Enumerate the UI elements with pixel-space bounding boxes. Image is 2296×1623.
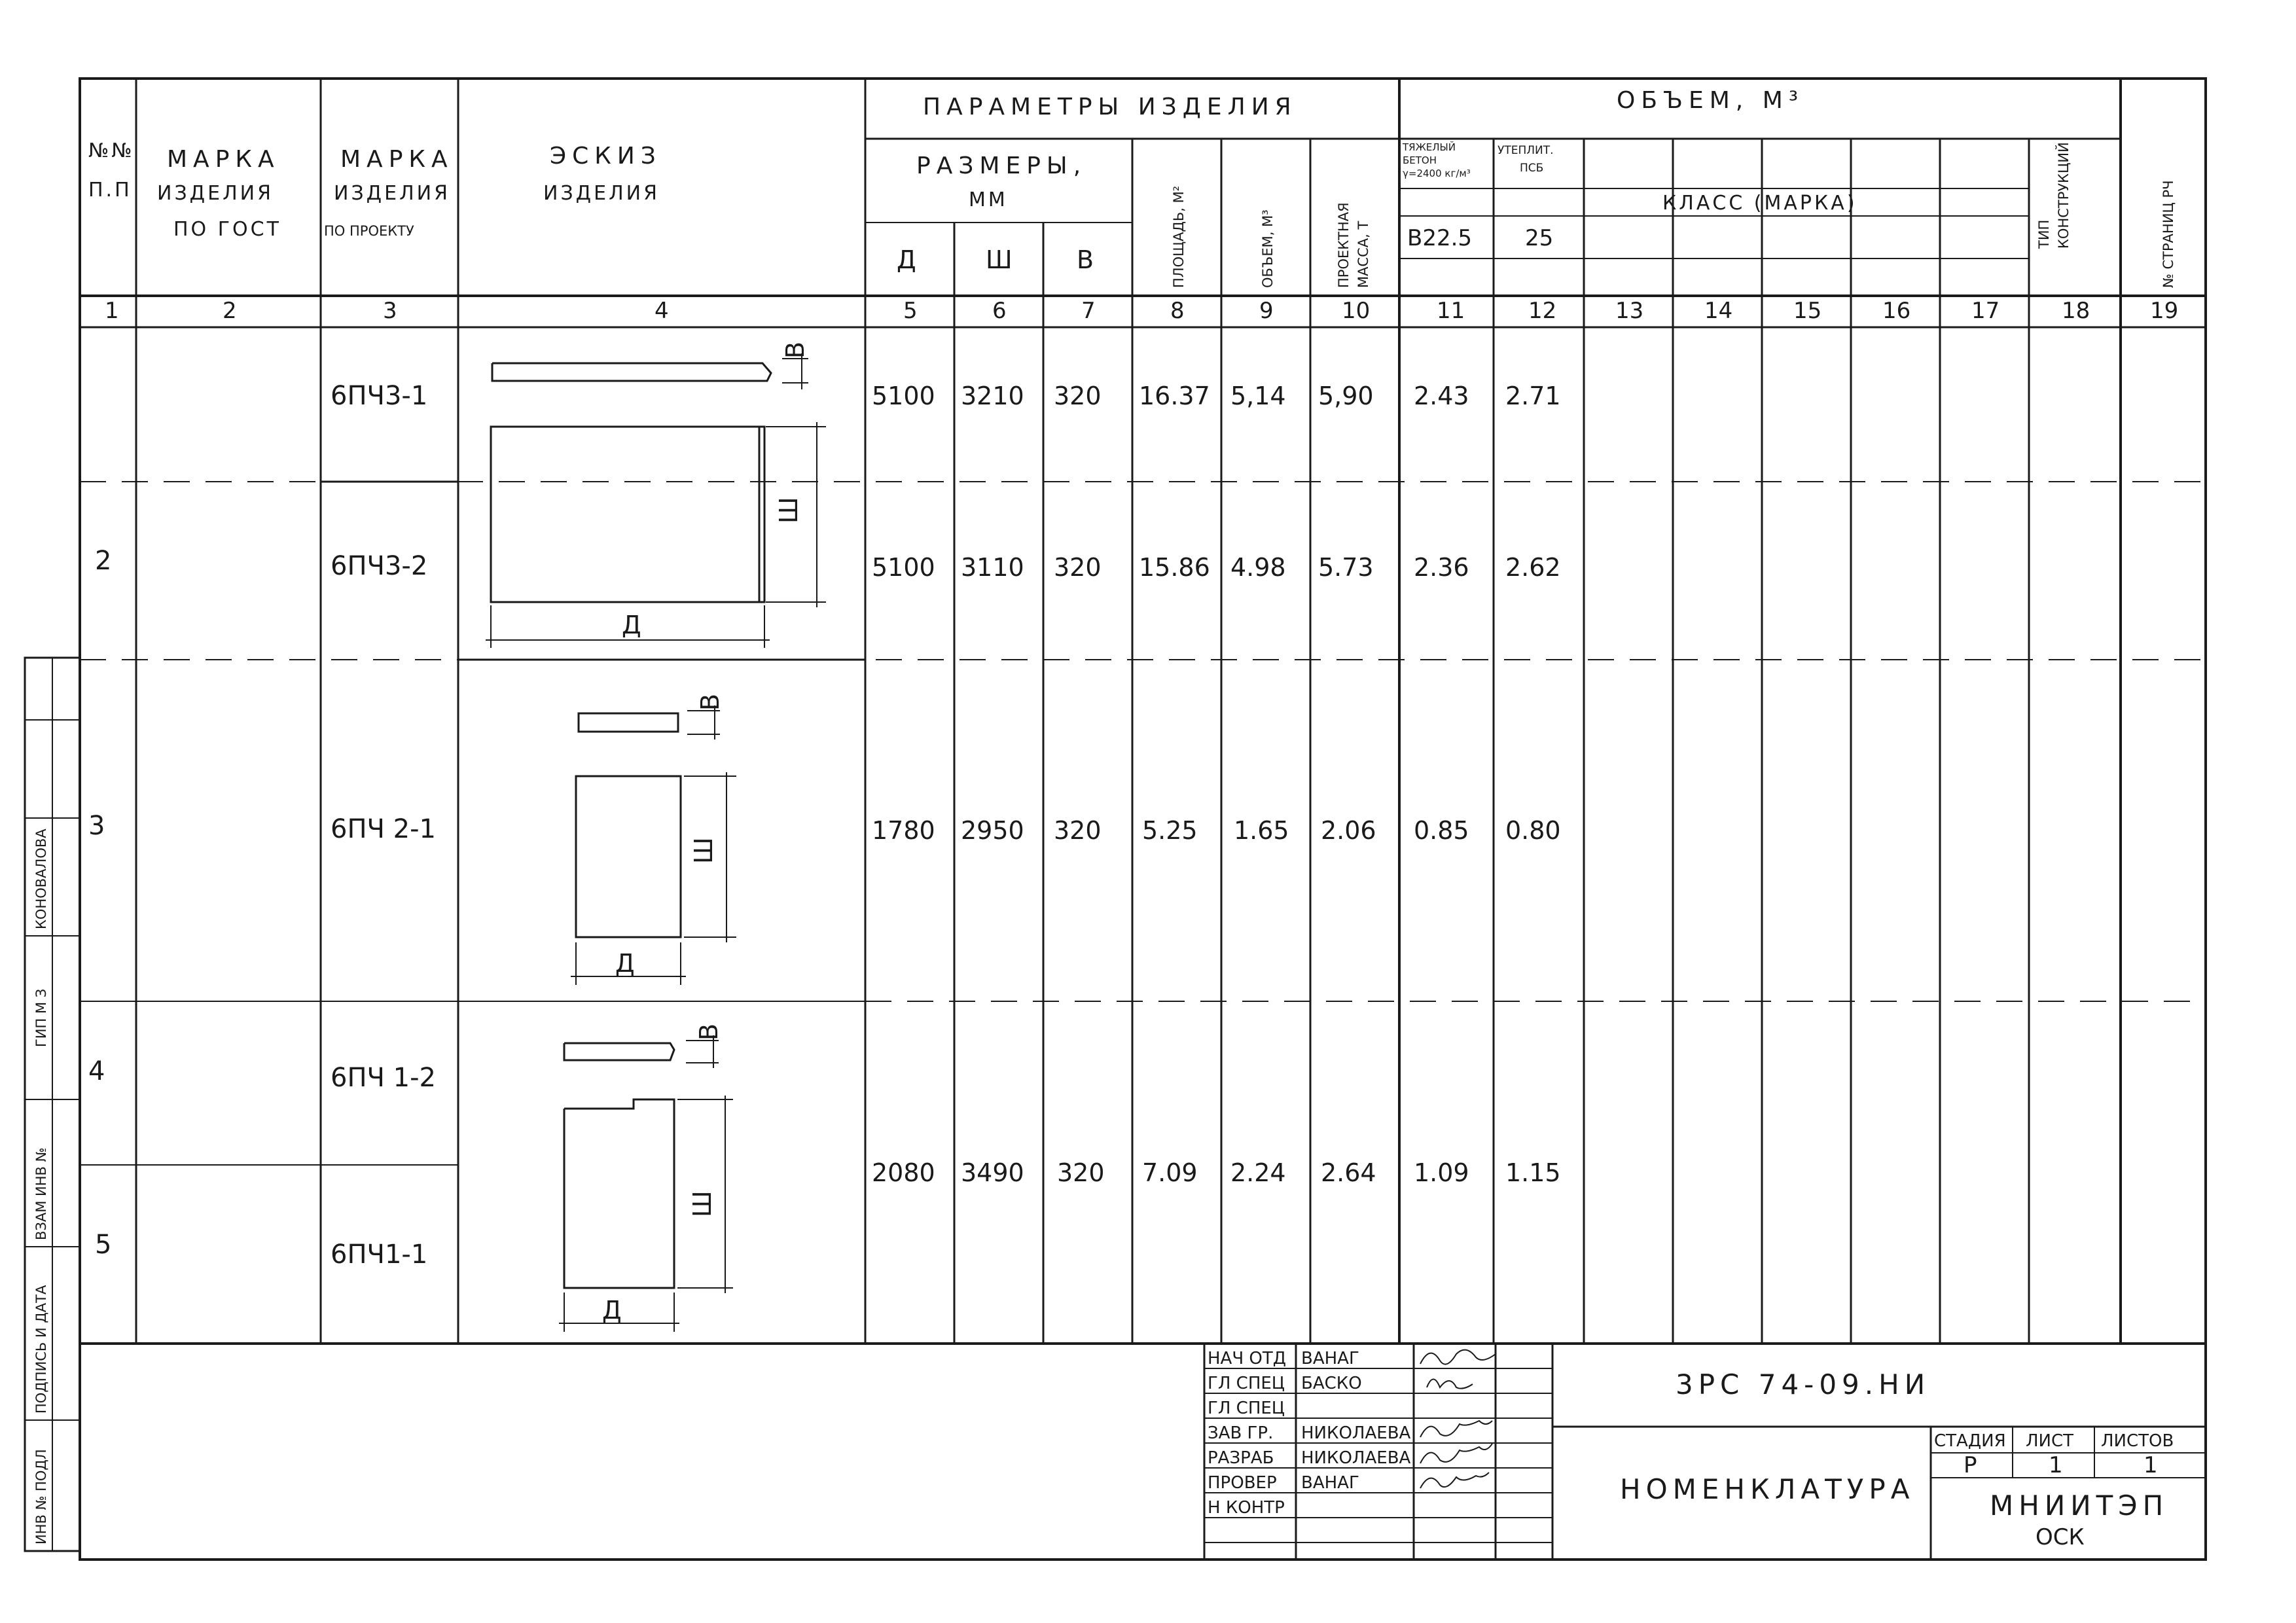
svg-text:СТАДИЯ: СТАДИЯ [1934,1431,2006,1451]
title-block [80,1344,2206,1560]
svg-text:1.15: 1.15 [1505,1158,1561,1187]
svg-text:5,90: 5,90 [1318,382,1374,410]
svg-text:5.73: 5.73 [1318,553,1374,582]
col-number: 19 [2150,298,2179,324]
col-number: 14 [1704,298,1733,324]
svg-text:В: В [696,693,725,711]
col-number: 1 [105,298,119,324]
svg-text:ЗАВ ГР.: ЗАВ ГР. [1208,1423,1274,1443]
table-row [95,546,1561,582]
pages-header: № СТРАНИЦ РЧ [2161,180,2176,288]
svg-text:Д: Д [615,949,635,978]
svg-text:1: 1 [2049,1452,2063,1478]
svg-text:РАЗРАБ: РАЗРАБ [1208,1448,1274,1468]
svg-text:5.25: 5.25 [1142,816,1198,845]
row-number: 5 [95,1230,112,1260]
table-row [331,381,1561,411]
header-volume: ОБЪЕМ, М³ [1260,209,1276,288]
svg-text:3110: 3110 [961,553,1024,582]
svg-text:7.09: 7.09 [1142,1158,1198,1187]
svg-text:НАЧ ОТД: НАЧ ОТД [1208,1349,1287,1368]
svg-text:ГИП М З: ГИП М З [33,988,49,1047]
svg-text:Р: Р [1964,1452,1977,1478]
sketch-panel-medium [571,694,736,985]
table-grid [80,79,2206,1344]
svg-text:ТИП: ТИП [2036,219,2052,249]
column-numbers [105,298,2178,324]
header-area: ПЛОЩАДЬ, М² [1171,185,1187,288]
class-b-value: В22.5 [1407,225,1473,251]
svg-text:ГЛ СПЕЦ: ГЛ СПЕЦ [1208,1374,1285,1393]
org-sub: ОСК [2036,1524,2085,1550]
mark-cell: 6ПЧ 2-1 [331,814,436,844]
svg-text:КОНСТРУКЦИЙ: КОНСТРУКЦИЙ [2056,142,2072,249]
svg-text:П.П: П.П [88,179,132,202]
doc-title: НОМЕНКЛАТУРА [1620,1473,1915,1505]
class-mark-header: КЛАСС (МАРКА) [1662,192,1857,215]
header-sh: Ш [986,245,1013,274]
svg-text:ИЗДЕЛИЯ: ИЗДЕЛИЯ [157,182,274,205]
svg-text:320: 320 [1054,382,1102,410]
svg-text:2.36: 2.36 [1414,553,1469,582]
col-number: 12 [1528,298,1557,324]
svg-text:ЛИСТОВ: ЛИСТОВ [2101,1431,2174,1451]
svg-text:В: В [781,341,810,359]
svg-text:0.85: 0.85 [1414,816,1469,845]
svg-text:В: В [694,1023,723,1041]
table-row-shared [872,1158,1561,1187]
svg-text:БАСКО: БАСКО [1301,1374,1362,1393]
svg-text:ЭСКИЗ: ЭСКИЗ [550,143,662,169]
svg-text:ГЛ СПЕЦ: ГЛ СПЕЦ [1208,1399,1285,1418]
svg-text:ПРОЕКТНАЯ: ПРОЕКТНАЯ [1336,202,1352,288]
svg-text:320: 320 [1054,816,1102,845]
svg-text:2.06: 2.06 [1321,816,1376,845]
col-number: 8 [1170,298,1185,324]
sketch-panel-large [486,342,826,648]
svg-text:ПСБ: ПСБ [1520,162,1544,175]
svg-text:Ш: Ш [774,497,803,524]
mark-cell: 6ПЧ3-2 [331,551,428,581]
svg-text:16.37: 16.37 [1139,382,1210,410]
svg-text:2.62: 2.62 [1505,553,1561,582]
svg-text:ВАНАГ: ВАНАГ [1301,1349,1359,1368]
svg-text:Д: Д [602,1296,622,1325]
svg-text:Ш: Ш [688,1190,717,1217]
svg-text:Д: Д [622,611,641,639]
svg-text:ПО ПРОЕКТУ: ПО ПРОЕКТУ [324,223,414,239]
col-number: 4 [655,298,669,324]
svg-text:5100: 5100 [872,553,935,582]
svg-text:1.65: 1.65 [1234,816,1289,845]
col-number: 16 [1882,298,1911,324]
svg-text:Н КОНТР: Н КОНТР [1208,1498,1285,1518]
svg-text:ИНВ № ПОДЛ: ИНВ № ПОДЛ [33,1449,49,1544]
col-number: 15 [1793,298,1822,324]
svg-text:1: 1 [2144,1452,2158,1478]
svg-text:320: 320 [1054,553,1102,582]
col-number: 13 [1615,298,1644,324]
class-25-value: 25 [1525,225,1554,251]
col-number: 9 [1259,298,1274,324]
svg-text:3490: 3490 [961,1158,1024,1187]
svg-text:0.80: 0.80 [1505,816,1561,845]
side-stamp [25,658,80,1551]
svg-text:УТЕПЛИТ.: УТЕПЛИТ. [1498,144,1554,157]
svg-text:5,14: 5,14 [1230,382,1286,410]
svg-text:2080: 2080 [872,1158,935,1187]
org-name: МНИИТЭП [1990,1489,2169,1522]
sketch-panel-notched [559,1024,733,1332]
col-number: 7 [1081,298,1096,324]
table-row [88,1056,436,1093]
svg-text:ВАНАГ: ВАНАГ [1301,1473,1359,1493]
svg-text:2.64: 2.64 [1321,1158,1376,1187]
svg-text:НИКОЛАЕВА: НИКОЛАЕВА [1301,1423,1411,1443]
table-row [88,811,1561,845]
svg-text:2.71: 2.71 [1505,382,1561,410]
svg-text:4.98: 4.98 [1230,553,1286,582]
col-number: 18 [2062,298,2090,324]
header-v: В [1077,245,1094,274]
svg-text:2950: 2950 [961,816,1024,845]
svg-text:БЕТОН: БЕТОН [1403,154,1437,166]
col-number: 5 [903,298,918,324]
svg-text:2.43: 2.43 [1414,382,1469,410]
col-number: 11 [1437,298,1465,324]
svg-text:ИЗДЕЛИЯ: ИЗДЕЛИЯ [334,182,450,205]
svg-text:5100: 5100 [872,382,935,410]
row-number: 4 [88,1056,105,1086]
params-header: ПАРАМЕТРЫ ИЗДЕЛИЯ [923,94,1297,120]
svg-text:ТЯЖЕЛЫЙ: ТЯЖЕЛЫЙ [1403,141,1456,153]
svg-text:ИЗДЕЛИЯ: ИЗДЕЛИЯ [543,182,660,205]
svg-text:Ш: Ш [689,837,718,864]
svg-text:МАРКА: МАРКА [340,146,454,173]
col-number: 3 [383,298,397,324]
table-row [95,1230,427,1270]
svg-text:ПОДПИСЬ И ДАТА: ПОДПИСЬ И ДАТА [33,1285,49,1414]
col-number: 10 [1342,298,1371,324]
svg-text:2.24: 2.24 [1230,1158,1286,1187]
svg-text:ПРОВЕР: ПРОВЕР [1208,1473,1277,1493]
svg-text:3210: 3210 [961,382,1024,410]
svg-text:γ=2400 кг/м³: γ=2400 кг/м³ [1403,168,1471,179]
svg-text:1.09: 1.09 [1414,1158,1469,1187]
svg-text:МАССА, Т: МАССА, Т [1355,221,1371,288]
mark-cell: 6ПЧ3-1 [331,381,428,411]
col-number: 2 [223,298,237,324]
col1-header: №№ [88,139,135,162]
mark-cell: 6ПЧ1-1 [331,1240,428,1270]
svg-text:НИКОЛАЕВА: НИКОЛАЕВА [1301,1448,1411,1468]
row-number: 3 [88,811,105,841]
volume-group-header: ОБЪЕМ, М³ [1617,87,1804,114]
row-number: 2 [95,546,112,576]
svg-text:15.86: 15.86 [1139,553,1210,582]
svg-text:ВЗАМ ИНВ №: ВЗАМ ИНВ № [33,1147,49,1240]
svg-text:КОНОВАЛОВА: КОНОВАЛОВА [33,829,49,929]
svg-text:320: 320 [1057,1158,1105,1187]
svg-text:РАЗМЕРЫ,: РАЗМЕРЫ, [916,152,1087,179]
svg-text:1780: 1780 [872,816,935,845]
doc-code: 3РС 74-09.НИ [1676,1368,1931,1400]
svg-text:ММ: ММ [969,188,1008,211]
svg-text:ЛИСТ: ЛИСТ [2026,1431,2074,1451]
col-number: 17 [1971,298,2000,324]
svg-text:МАРКА: МАРКА [167,146,280,173]
svg-text:ПО ГОСТ: ПО ГОСТ [173,218,281,241]
header-d: Д [897,245,916,274]
mark-cell: 6ПЧ 1-2 [331,1063,436,1093]
col-number: 6 [992,298,1007,324]
